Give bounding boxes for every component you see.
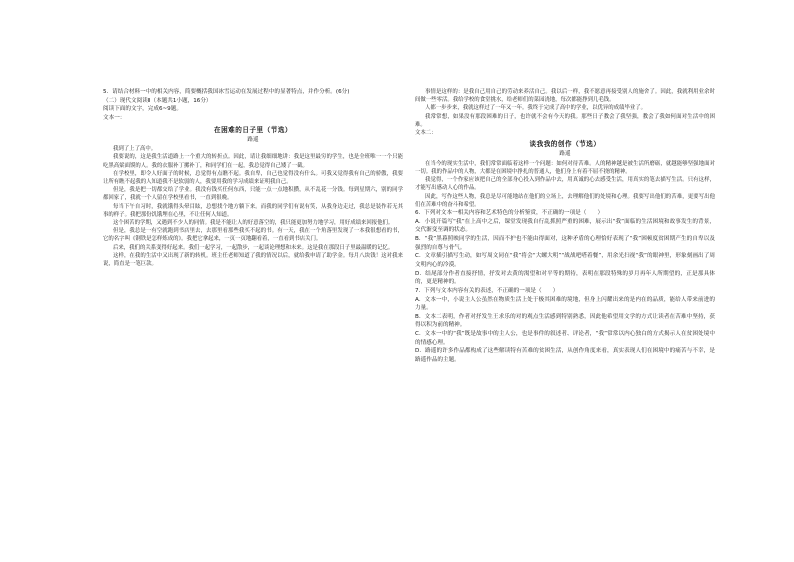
reading-instruction: 阅读下面的文字，完成6~9题。	[103, 106, 182, 113]
paragraph: 但是，我总是一有空就跑到书店里去，去那里看那些我买不起的书。有一天，我在一个角落里发现了一本我很想看的书，它的名字叫《钢铁是怎样炼成的》。我把它拿起来，一页一页地翻看着，一直看到书店关门。	[103, 228, 403, 243]
paragraph: 后来，我们的关系变得好起来。我们一起学习，一起散步，一起谈论理想和未来。这是我在那段日子里最温暖的记忆。	[113, 244, 394, 251]
question-7: 7．下列与文本内容有关的表述，不正确的一项是（ ）	[415, 287, 559, 294]
question-6-option-a: A．小说开篇写“我”在上高中之后，课堂发现我自行乱抓照严重的困难，展示出“我”面临的生活困境和故事发生的背景，交代渐变至调的状态。	[415, 218, 715, 234]
question-6-option-d: D．结尾部分作者直接抒情，抒发对去黄的渴望和对平等的期待，表明在那段特殊的岁月再年人所期望的，正是那具体的，更是精神的。	[415, 270, 715, 286]
paragraph: 因此，写作这些人物，我总是尽可能地站在他们的立场上，去理解他们的处境和心理。我要写出他们的苦难，更要写出他们在苦难中的奋斗和希望。	[415, 193, 715, 208]
paragraph: 事情是这样的：是我自己用自己的劳动来养活自己。我以后一样，我不愿意再接受别人的施舍了。因此，我就利用业余时间做一些零活。我给学校的食堂挑水，给老师们的菜园浇地，每次都能挣到几毛钱。	[415, 89, 715, 104]
article-title: 在困难的日子里（节选）	[213, 125, 293, 134]
paragraph: 这样，在我的生活中又出现了新的转机。班主任老师知道了我的情况以后，就给我申请了助学金。每月八块钱！这对我来说，简直是一笔巨款。	[103, 252, 403, 267]
right-column	[415, 88, 715, 365]
question-7-option-d: D．路遥的许多作品都构成了这些解读特有苦难的贫困生活，从创作角度来看，真实表现人们在困境中的痛苦与不幸，是路遥作品的主题。	[415, 348, 715, 364]
paragraph: 我到了上了高中。	[113, 146, 157, 153]
paragraph: 我觉得，一个作家应该把自己的全部身心投入到作品中去，用真诚的心去感受生活，用真实的笔去描写生活。只有这样，才能写出感动人心的作品。	[415, 177, 715, 192]
question-7-option-a: A．文本一中，小说主人公虽然在物质生活上处于极其困难的境地，但身上闪耀出来的是内在的品质，能给人带来前进的力量。	[415, 296, 715, 312]
text-two-label: 文本二：	[415, 130, 437, 137]
paragraph: 但是，我是把一切都交给了学业。我没有钱买任何东西，只能一点一点地积攒，从不乱花一分钱。每到星期六，别的同学都回家了，我就一个人留在学校里看书，一直到很晚。	[103, 187, 403, 202]
paragraph: 在当今的现实生活中，我们常常面临着这样一个问题：如何对待苦难。人的精神越是被生活所磨砺，就越能够坚强地面对一切。我的作品中的人物，大都是在困境中挣扎的普通人，他们身上有着不屈不挠的精神。	[415, 160, 715, 175]
paragraph: 我要说的，这是我生活道路上一个重大的转折点。因此，请让我细细地讲：我是这里最穷的学生，也是全班唯一一个只能吃黑高粱面馍的人。我的衣服补丁摞补丁，和同学们在一起，我总觉得自己矮了一截。	[103, 154, 403, 169]
paragraph: 人都一步步来，我就这样过了一年又一年。我终于完成了高中的学业，以优异的成绩毕业了。	[425, 105, 647, 112]
paragraph: 每当下午自习时，我就饿得头晕目眩，总想找个地方躺下来。而我的同学们有说有笑，从我身边走过，我总是装作若无其事的样子。我把那份饥饿埋在心里，不让任何人知道。	[103, 203, 403, 218]
question-7-option-b: B．文本二表明，作者对抒发生王求乐的对的观点生活感到特别熟悉，因此他希望用文学的方式让读者在苦难中坚持，获得以积为前的精神。	[415, 313, 715, 329]
section-header: （二）现代文阅读Ⅱ（本题共1小题，16分）	[103, 97, 212, 104]
question-6-option-c: C．文章插引描写生动，如写周文同在“我”将会“大螺大明”“战战吧嗒着餐”，用余光扫视“我”的眼神里，形象刻画出了周文明内心的冷漠。	[415, 253, 715, 268]
question-6-option-b: B．“我”黑暮照映同学的生活，因而不护也不能由得面对，这种矛盾的心理恰好表现了“我”困顿度贫困期产生的自卑以及强烈的自尊与骨气。	[415, 235, 715, 251]
article-author: 路遥	[247, 136, 259, 143]
text-two-title: 谈我我的创作（节选）	[529, 140, 601, 149]
paragraph: 在学校里，即令人好面子的时候，总觉得有点瞧不起。我自卑，自己也觉得没有什么。可我又觉得我有自己的骄傲，我要让所有瞧不起我的人知道我不是软弱的人，我要用我的学习成绩来证明我自己。	[103, 170, 403, 185]
left-column	[103, 88, 403, 268]
text-two-author: 路遥	[559, 151, 571, 158]
paragraph: 这个困苦的学期，又遇到不少人的同情。我是不能让人的好意落空的，我只能更加努力地学习，用好成绩来回报他们。	[113, 219, 394, 226]
question-6: 6．下列对文本一相关内容和艺术特色的分析鉴赏，不正确的一项是（ ）	[415, 209, 604, 216]
question-5: 5．请结合材料一中的相关内容，简要概括我国冰雪运动在发展过程中的显著特点，并作分析。(6分)	[103, 89, 350, 95]
text-one-label: 文本一：	[103, 114, 126, 121]
paragraph: 我常常想，如果没有那段困难的日子，也许就不会有今天的我。那些日子教会了我坚强，教会了我如何面对生活中的困难。	[415, 113, 715, 128]
question-7-option-c: C．文本一中的“我”既是故事中的主人公，也是事件的叙述者、评论者，“我”常常以内心独白的方式揭示人在贫困处境中的情感心理。	[415, 331, 715, 346]
